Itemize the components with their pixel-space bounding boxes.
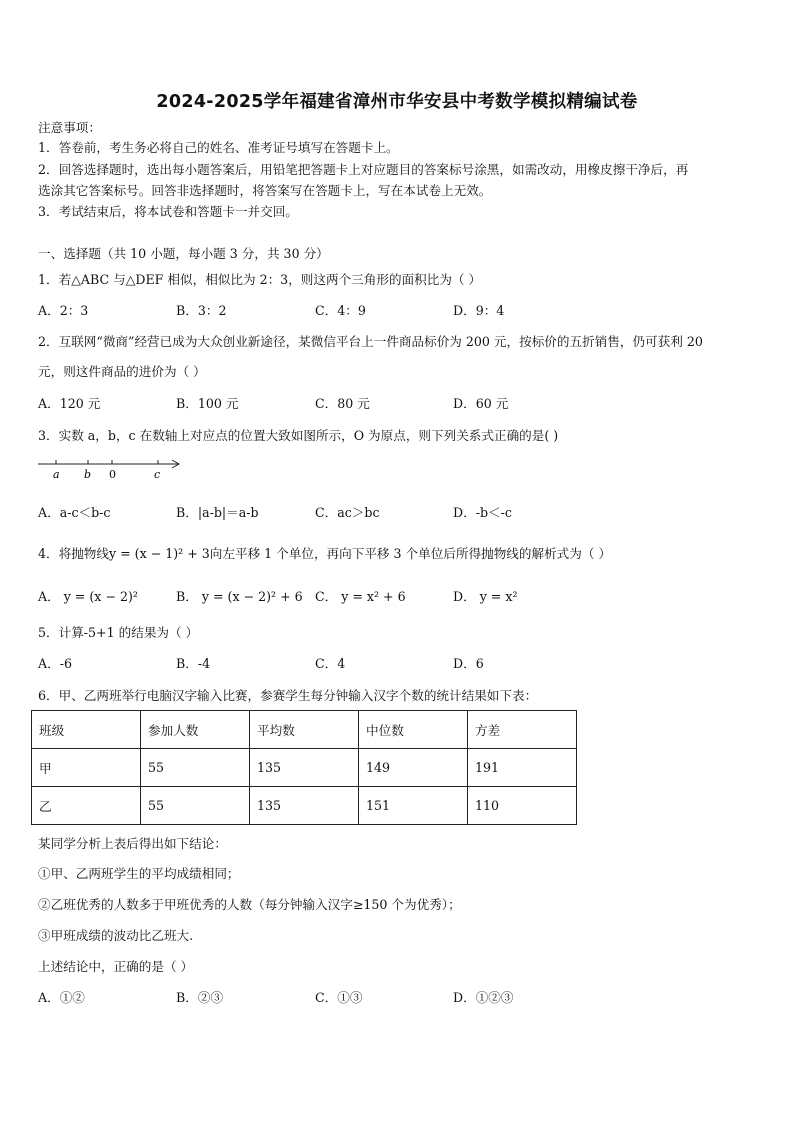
table-cell: 110 xyxy=(468,787,577,825)
q6-option-a: A．①② xyxy=(38,990,85,1005)
notice-heading: 注意事项： xyxy=(38,120,101,135)
q6-question: 上述结论中，正确的是（ ） xyxy=(38,959,194,974)
q3-option-c: C．ac＞bc xyxy=(315,505,380,520)
table-header-cell: 中位数 xyxy=(359,711,468,749)
q2-option-d: D．60 元 xyxy=(453,396,509,411)
q4-option-c: C． y = x² + 6 xyxy=(315,589,406,604)
table-cell: 甲 xyxy=(32,749,141,787)
q4-option-a: A． y = (x − 2)² xyxy=(38,589,138,604)
table-header-cell: 参加人数 xyxy=(141,711,250,749)
q1-option-b: B．3：2 xyxy=(176,303,227,318)
table-cell: 乙 xyxy=(32,787,141,825)
q5-option-b: B．-4 xyxy=(176,656,211,671)
q4-option-d: D． y = x² xyxy=(453,589,518,604)
q4-stem-suffix: 向左平移 1 个单位，再向下平移 3 个单位后所得抛物线的解析式为（ ） xyxy=(209,546,612,561)
notice-item-1: 1．答卷前，考生务必将自己的姓名、准考证号填写在答题卡上。 xyxy=(38,140,399,155)
q6-conclusion-1: ①甲、乙两班学生的平均成绩相同； xyxy=(38,866,240,881)
label-b: b xyxy=(84,468,92,481)
table-header-cell: 方差 xyxy=(468,711,577,749)
q1-option-c: C．4：9 xyxy=(315,303,366,318)
notice-item-2: 2．回答选择题时，选出每小题答案后，用铅笔把答题卡上对应题目的答案标号涂黑，如需改动，用橡皮擦干净后，再 xyxy=(38,162,689,177)
table-cell: 55 xyxy=(141,749,250,787)
q2-stem: 2．互联网“微商”经营已成为大众创业新途径，某微信平台上一件商品标价为 200 元，按标价的五折销售，仍可获利 20 xyxy=(38,334,703,349)
q3-option-b: B．|a-b|＝a-b xyxy=(176,505,259,520)
q1-option-d: D．9：4 xyxy=(453,303,505,318)
table-header-cell: 平均数 xyxy=(250,711,359,749)
q4-stem-prefix: 4．将抛物线 xyxy=(38,546,109,561)
q2-option-c: C．80 元 xyxy=(315,396,370,411)
table-row xyxy=(32,787,577,825)
q6-conclusion-3: ③甲班成绩的波动比乙班大. xyxy=(38,928,194,943)
q5-stem: 5．计算-5+1 的结果为（ ） xyxy=(38,625,199,640)
q3-option-d: D．-b＜-c xyxy=(453,505,512,520)
table-row xyxy=(32,749,577,787)
section-heading: 一、选择题（共 10 小题，每小题 3 分，共 30 分） xyxy=(38,246,329,261)
table-cell: 135 xyxy=(250,787,359,825)
number-line-figure xyxy=(38,452,188,482)
q1-option-a: A．2：3 xyxy=(38,303,89,318)
table-cell: 55 xyxy=(141,787,250,825)
q2-stem-cont: 元，则这件商品的进价为（ ） xyxy=(38,364,206,379)
q6-conclusion-2: ②乙班优秀的人数多于甲班优秀的人数（每分钟输入汉字≥150 个为优秀）； xyxy=(38,897,461,912)
stats-table xyxy=(31,710,577,825)
notice-item-2-cont: 选涂其它答案标号。回答非选择题时，将答案写在答题卡上，写在本试卷上无效。 xyxy=(38,183,492,198)
table-cell: 151 xyxy=(359,787,468,825)
label-c: c xyxy=(154,468,161,481)
q6-option-d: D．①②③ xyxy=(453,990,514,1005)
q6-option-b: B．②③ xyxy=(176,990,224,1005)
label-a: a xyxy=(53,468,60,481)
table-cell: 191 xyxy=(468,749,577,787)
q5-option-a: A．-6 xyxy=(38,656,72,671)
q3-option-a: A．a-c＜b-c xyxy=(38,505,111,520)
q2-option-a: A．120 元 xyxy=(38,396,101,411)
table-header-row xyxy=(32,711,577,749)
page-title: 2024-2025学年福建省漳州市华安县中考数学模拟精编试卷 xyxy=(156,92,638,112)
q5-option-d: D．6 xyxy=(453,656,484,671)
q6-after-text: 某同学分析上表后得出如下结论： xyxy=(38,836,227,851)
q1-stem: 1．若△ABC 与△DEF 相似，相似比为 2：3，则这两个三角形的面积比为（ ） xyxy=(38,272,482,287)
q5-option-c: C．4 xyxy=(315,656,346,671)
q2-option-b: B．100 元 xyxy=(176,396,239,411)
q6-option-c: C．①③ xyxy=(315,990,363,1005)
q4-formula: y = (x − 1)² + 3 xyxy=(108,546,210,561)
q4-stem xyxy=(38,546,611,562)
q6-stem: 6．甲、乙两班举行电脑汉字输入比赛，参赛学生每分钟输入汉字个数的统计结果如下表： xyxy=(38,688,538,703)
label-0: 0 xyxy=(109,468,116,481)
q4-option-b: B． y = (x − 2)² + 6 xyxy=(176,589,303,604)
table-header-cell: 班级 xyxy=(32,711,141,749)
q3-stem: 3．实数 a，b，c 在数轴上对应点的位置大致如图所示，O 为原点，则下列关系式正确的是( ) xyxy=(38,428,559,443)
notice-item-3: 3．考试结束后，将本试卷和答题卡一并交回。 xyxy=(38,204,298,219)
table-cell: 135 xyxy=(250,749,359,787)
table-cell: 149 xyxy=(359,749,468,787)
